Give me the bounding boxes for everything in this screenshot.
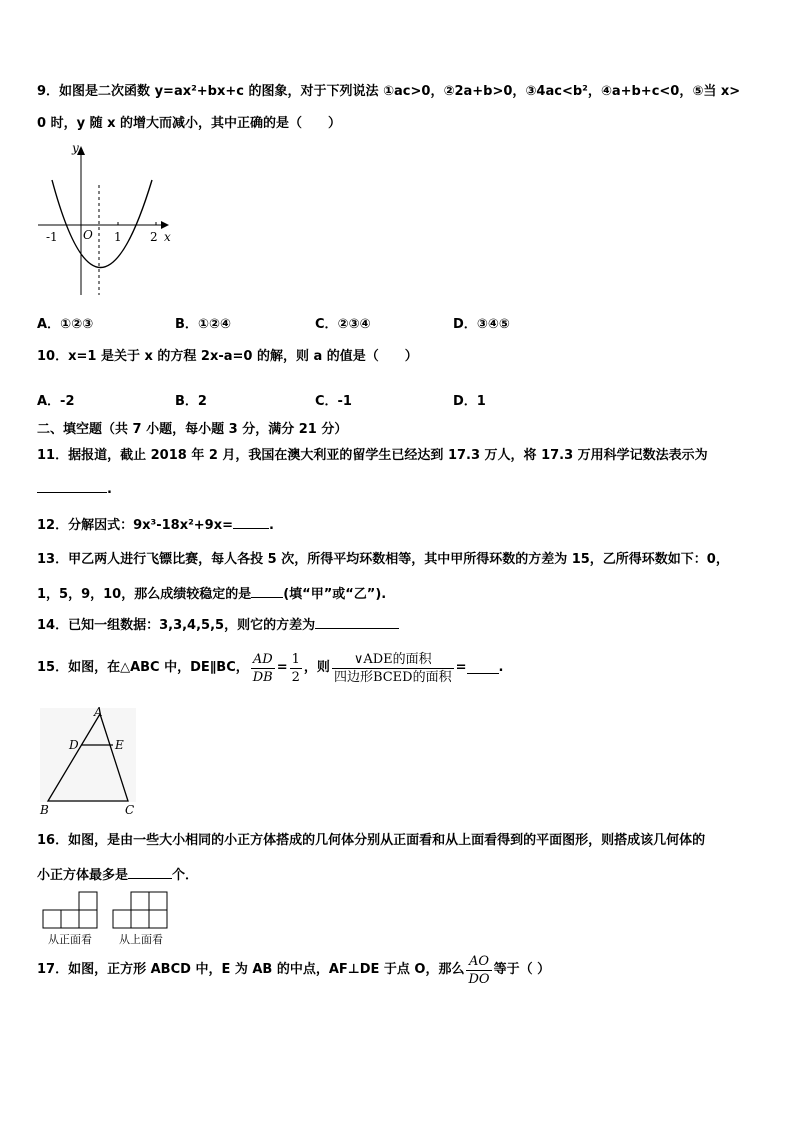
q16-line1: 16．如图，是由一些大小相同的小正方体搭成的几何体分别从正面看和从上面看得到的平面图形，则搭成该几何体的 bbox=[37, 833, 706, 848]
tick-label-2: 2 bbox=[150, 230, 158, 244]
q13-line2: 1，5，9，10，那么成绩较稳定的是 (填“甲”或“乙”). bbox=[37, 583, 386, 604]
q15-line: 15．如图，在△ABC 中，DE∥BC， $\frac{AD}{DB}$ = $\frac{1}{2}$ ，则 $\frac{\text{∨ADE的面积}}{\text{四边形BCED的面积}}$ = . bbox=[37, 651, 504, 685]
q15-frac-half: $\frac{1}{2}$ bbox=[291, 651, 300, 685]
q16-front-view bbox=[42, 889, 102, 931]
vertex-c-label: C bbox=[125, 803, 135, 817]
q15-frac-ad-db: $\frac{AD}{DB}$ bbox=[252, 651, 273, 685]
vertex-d-label: D bbox=[69, 738, 79, 752]
q9-option-b[interactable]: B．①②④ bbox=[175, 317, 231, 332]
q11-line2: . bbox=[37, 478, 112, 499]
q10-option-c[interactable]: C．-1 bbox=[315, 394, 352, 409]
vertex-e-label: E bbox=[115, 738, 124, 752]
q10-option-a[interactable]: A．-2 bbox=[37, 394, 75, 409]
q9-line2: 0 时，y 随 x 的增大而减小，其中正确的是（ ） bbox=[37, 116, 342, 131]
q10-text: 10．x=1 是关于 x 的方程 2x-a=0 的解，则 a 的值是（ ） bbox=[37, 349, 418, 364]
q9-option-a[interactable]: A．①②③ bbox=[37, 317, 94, 332]
q9-line1: 9．如图是二次函数 y=ax²+bx+c 的图象，对于下列说法 ①ac>0，②2a+b>0，③4ac<b²，④a+b+c<0，⑤当 x> bbox=[37, 84, 741, 99]
q9-option-c[interactable]: C．②③④ bbox=[315, 317, 371, 332]
vertex-a-label: A bbox=[94, 705, 103, 719]
parabola-curve bbox=[52, 180, 152, 268]
y-axis-label: y bbox=[72, 141, 79, 155]
q17-frac-ao-do: $\frac{AO}{DO}$ bbox=[468, 953, 490, 987]
q9-parabola-graph bbox=[34, 140, 179, 300]
q15-frac-area-ratio: $\frac{\text{∨ADE的面积}}{\text{四边形BCED的面积}}$ bbox=[333, 651, 452, 685]
q16-line2: 小正方体最多是 个． bbox=[37, 864, 198, 885]
q15-triangle-figure bbox=[36, 704, 140, 818]
q16-caption-front: 从正面看 bbox=[48, 933, 92, 946]
x-axis-arrow-icon bbox=[161, 221, 169, 229]
q17-line: 17．如图，正方形 ABCD 中，E 为 AB 的中点，AF⊥DE 于点 O，那么 $\frac{AO}{DO}$ 等于（ ） bbox=[37, 953, 551, 987]
tick-label-minus1: -1 bbox=[46, 230, 58, 244]
vertex-b-label: B bbox=[40, 803, 49, 817]
q11-line1: 11．据报道，截止 2018 年 2 月，我国在澳大利亚的留学生已经达到 17.3 万人，将 17.3 万用科学记数法表示为 bbox=[37, 448, 708, 463]
section-title: 二、填空题（共 7 小题，每小题 3 分，满分 21 分） bbox=[37, 422, 348, 437]
origin-label: O bbox=[83, 228, 93, 242]
q11-answer-blank[interactable] bbox=[37, 478, 107, 493]
q10-option-b[interactable]: B．2 bbox=[175, 394, 207, 409]
x-axis-label: x bbox=[164, 230, 171, 244]
q15-answer-blank[interactable] bbox=[467, 663, 499, 674]
q14-answer-blank[interactable] bbox=[315, 614, 399, 629]
tick-label-1: 1 bbox=[114, 230, 122, 244]
q14-line: 14．已知一组数据：3,3,4,5,5，则它的方差为 bbox=[37, 614, 399, 635]
q9-option-d[interactable]: D．③④⑤ bbox=[453, 317, 510, 332]
q12-answer-blank[interactable] bbox=[233, 514, 269, 529]
q16-top-view bbox=[112, 889, 172, 931]
q12-line: 12．分解因式：9x³-18x²+9x= . bbox=[37, 514, 274, 535]
q16-answer-blank[interactable] bbox=[128, 864, 172, 879]
q10-option-d[interactable]: D．1 bbox=[453, 394, 486, 409]
q16-caption-top: 从上面看 bbox=[119, 933, 163, 946]
q13-answer-blank[interactable] bbox=[251, 583, 283, 598]
q13-line1: 13．甲乙两人进行飞镖比赛，每人各投 5 次，所得平均环数相等，其中甲所得环数的方差为 15，乙所得环数如下：0， bbox=[37, 552, 729, 567]
